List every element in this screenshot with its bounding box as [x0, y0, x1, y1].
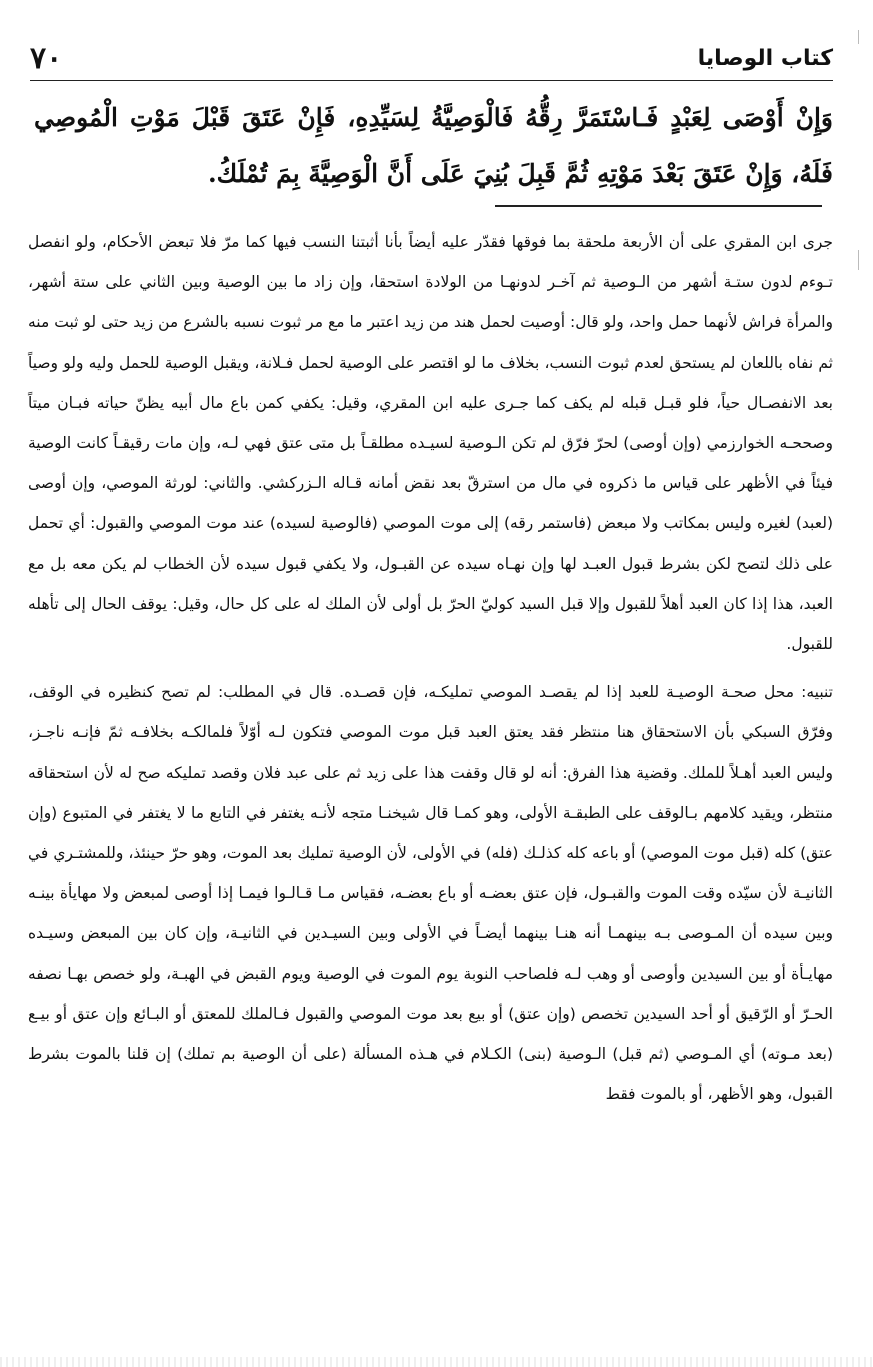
scan-edge-mark [858, 250, 859, 270]
commentary-paragraph: تنبيه: محل صحـة الوصيـة للعبد إذا لم يقصـد الموصي تمليكـه، فإن قصـده. قال في المطلب: لم تصح كنظيره في الوقف، وفرّق السبكي بأن الاستحقاق هنا منتظر فقد يعتق العبد قبل موت الموصي فتكون لـه أوّلاً فلمالكـه بخلافـه ثمّ فإنـه ناجـز، وليس العبد أهـلاً للملك. وقضية هذا الفرق: أنه لو قال وقفت هذا على زيد ثم على عبد فلان وقصد تمليكه صح له لأن استحقاقه منتظر، ويقيد كلامهم بـالوقف على الطبقـة الأولى، وهو كمـا قال شيخنـا متجه لأنـه يغتفر في التابع ما لا يغتفر في المتبوع (وإن عتق) كله (قبل موت الموصي) أو باعه كله كذلـك (فله) في الأولى، لأن الوصية تمليك بعد الموت، وهو حرّ حينئذ، وللمشتـري في الثانيـة لأن سيّده وقت الموت والقبـول، فإن عتق بعضـه أو باع بعضـه، فقياس مـا قـالـوا فيمـا إذا أوصى لمبعض ولا مهايأة بينـه وبين سيده أن المـوصى بـه بينهمـا أنه هنـا بينهما أيضـاً في الأولى وبين السيـدين في الثانيـة، وإن كان بين المبعض وسيـده مهايـأة أو بين السيدين وأوصى أو وهب لـه فلصاحب النوبة يوم الموت في الوصية ويوم القبض في الهبـة، ولو خصص بهـا نصفه الحـرّ أو الرّقيق أو أحد السيدين تخصص (وإن عتق) أو بيع بعد موت الموصي والقبول فـالملك للمعتق أو البـائع وإن عتق أو بيـع (بعد مـوته) أي المـوصي (ثم قبل) الـوصية (بنى) الكـلام في هـذه المسألة (على أن الوصية بم تملك) إن قلنا بالموت بشرط القبول، وهو الأظهر، أو بالموت فقط [28, 683, 833, 1104]
book-title: كتاب الوصايا [697, 45, 833, 71]
matn-text: وَإِنْ أَوْصَى لِعَبْدٍ فَـاسْتَمَرَّ رِقُّهُ فَالْوَصِيَّةُ لِسَيِّدِهِ، فَإِنْ عَتَقَ قَبْلَ مَوْتِ الْمُوصِي فَلَهُ، وَإِنْ عَتَقَ بَعْدَ مَوْتِهِ ثُمَّ قَبِلَ بُنِيَ عَلَى أَنَّ الْوَصِيَّةَ بِمَ تُمْلَكُ. [34, 103, 833, 188]
scan-edge-mark [858, 30, 859, 44]
matn-divider [495, 205, 822, 207]
page-header [30, 38, 833, 78]
scan-bottom-edge [0, 1357, 873, 1367]
header-divider [30, 80, 833, 81]
page-number: ٧٠ [30, 40, 63, 76]
commentary-paragraph: جرى ابن المقري على أن الأربعة ملحقة بما فوقها فقدّر عليه أيضاً بأنا أثبتنا النسب فيها كما مرّ فلا تبعض الأحكام، ولو انفصل تـوءم لدون ستـة أشهر من الـوصية ثم آخـر لدونهـا من الولادة استحقا، وإن زاد ما بين الوصية وبين الثاني على ستة أشهر، والمرأة فراش لأنهما حمل واحد، ولو قال: أوصيت لحمل هند من زيد اعتبر ما مع مر ثبوت نسبه بالشرع من زيد حتى لو ثبت منه ثم نفاه باللعان لم يستحق لعدم ثبوت النسب، بخلاف ما لو اقتصر على الوصية لحمل فـلانة، ويقبل الوصية للحمل وليه ولو وصياً بعد الانفصـال حياً، فلو قبـل قبله لم يكف كما جـرى عليه ابن المقري، وقيل: يكفي كمن باع مال أبيه يظنّ حياته فبـان ميتاً وصححـه الخوارزمي (وإن أوصى) لحرّ فرّق لم تكن الـوصية لسيـده مطلقـاً بل متى عتق فهي لـه، وإن مات رقيقـاً كانت الوصية فيئاً في الأظهر على قياس ما ذكروه في مال من استرقّ بعد نقض أمانه قـاله الـزركشي. والثاني: لورثة الموصي، وإن أوصى (لعبد) لغيره وليس بمكاتب ولا مبعض (فاستمر رقه) إلى موت الموصي (فالوصية لسيده) عند موت الموصي والقبول: أي تحمل على ذلك لتصح لكن بشرط قبول العبـد لها وإن نهـاه سيده عن القبـول، ولا يكفي قبول سيده لأن الخطاب لم يكن معه بل مع العبد، هذا إذا كان العبد أهلاً للقبول وإلا قبل السيد كوليّ الحرّ بل أولى لأن الملك له على كل حال، وقيل: يوقف الحال إلى تأهله للقبول. [28, 233, 833, 654]
commentary [28, 222, 833, 1114]
